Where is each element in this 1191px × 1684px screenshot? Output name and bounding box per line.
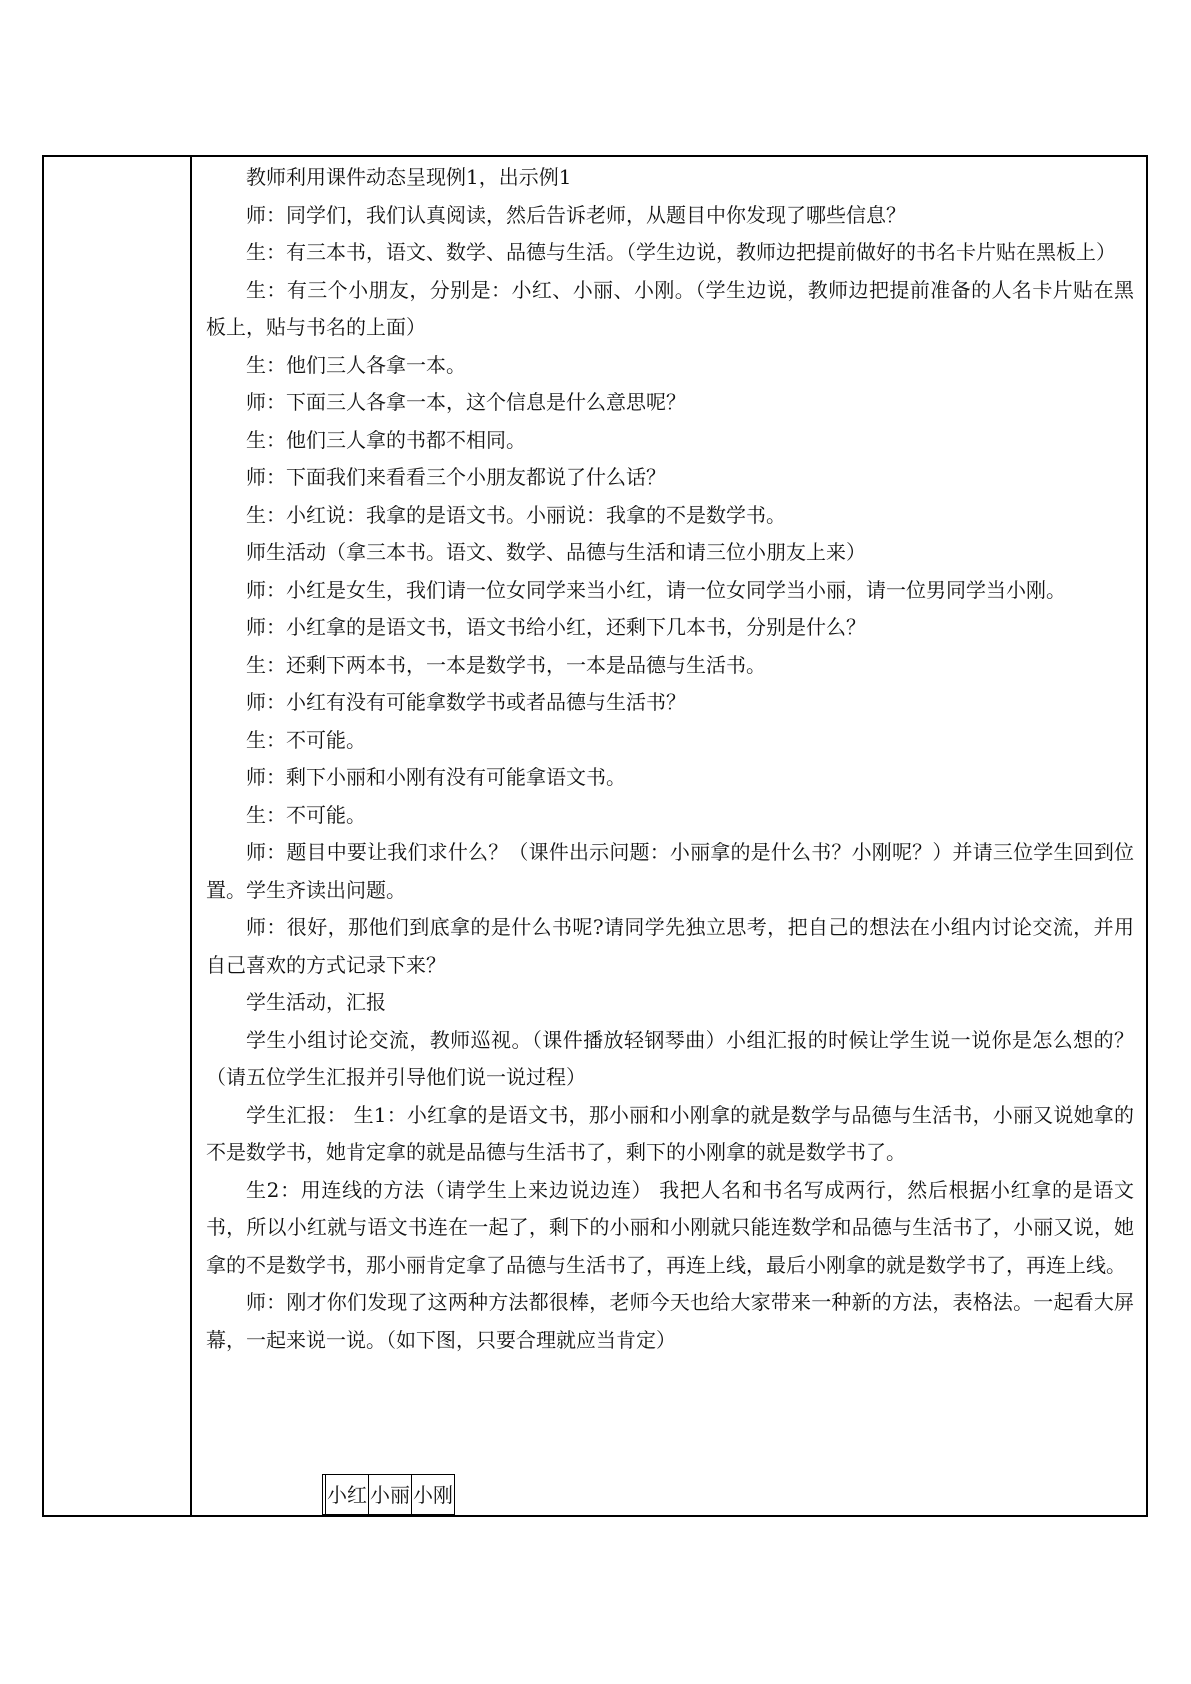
paragraph: 生：不可能。 [246, 727, 366, 752]
paragraph: 师：下面三人各拿一本，这个信息是什么意思呢？ [246, 390, 686, 414]
paragraph: 生：小红说：我拿的是语文书。小丽说：我拿的不是数学书。 [246, 502, 786, 527]
paragraph: 生：有三个小朋友，分别是：小红、小丽、小刚。（学生边说，教师边把提前准备的人名卡片贴在黑板上，贴与书名的上面） [206, 277, 1134, 339]
left-column-cell [44, 157, 192, 1515]
table-header-xiaoli: 小丽 [369, 1475, 412, 1515]
paragraph: 师：小红有没有可能拿数学书或者品德与生活书？ [246, 690, 686, 714]
paragraph: 学生小组讨论交流，教师巡视。（课件播放轻钢琴曲）小组汇报的时候让学生说一说你是怎么想的？（请五位学生汇报并引导他们说一说过程） [206, 1027, 1134, 1089]
paragraph: 生：不可能。 [246, 802, 366, 827]
paragraph: 师生活动（拿三本书。语文、数学、品德与生活和请三位小朋友上来） [246, 540, 866, 564]
table-header-row [323, 1475, 455, 1515]
paragraph: 师：同学们，我们认真阅读，然后告诉老师，从题目中你发现了哪些信息？ [246, 202, 906, 227]
paragraph: 学生活动，汇报 [246, 990, 386, 1014]
paragraph: 学生汇报： 生1：小红拿的是语文书，那小丽和小刚拿的就是数学与品德与生活书，小丽又说她拿的不是数学书，她肯定拿的就是品德与生活书了，剩下的小刚拿的就是数学书了。 [206, 1102, 1134, 1164]
paragraph: 生：还剩下两本书，一本是数学书，一本是品德与生活书。 [246, 652, 766, 677]
paragraph: 师：题目中要让我们求什么？（课件出示问题：小丽拿的是什么书？小刚呢？）并请三位学生回到位置。学生齐读出问题。 [206, 840, 1134, 902]
content-cell [192, 157, 1146, 1515]
paragraph: 生：他们三人拿的书都不相同。 [246, 427, 526, 452]
paragraph: 师：下面我们来看看三个小朋友都说了什么话？ [246, 465, 666, 489]
paragraph: 师：小红是女生，我们请一位女同学来当小红，请一位女同学当小丽，请一位男同学当小刚。 [246, 577, 1066, 602]
paragraph: 师：很好，那他们到底拿的是什么书呢?请同学先独立思考，把自己的想法在小组内讨论交流，并用自己喜欢的方式记录下来？ [206, 915, 1134, 977]
paragraph: 师：刚才你们发现了这两种方法都很棒，老师今天也给大家带来一种新的方法，表格法。一起看大屏幕，一起来说一说。（如下图，只要合理就应当肯定） [206, 1290, 1134, 1352]
table-header-xiaohong: 小红 [326, 1475, 369, 1515]
table-header-xiaogang: 小刚 [412, 1475, 455, 1515]
paragraph: 生2：用连线的方法（请学生上来边说边连） 我把人名和书名写成两行，然后根据小红拿的是语文书，所以小红就与语文书连在一起了，剩下的小丽和小刚就只能连数学和品德与生活书了，小丽又说，她拿的不是数学书，那小丽肯定拿了品德与生活书了，再连上线，最后小刚拿的就是数学书了，再连上线。 [206, 1177, 1134, 1277]
paragraph: 生：有三本书，语文、数学、品德与生活。（学生边说，教师边把提前做好的书名卡片贴在黑板上） [246, 240, 1116, 264]
document-table [42, 155, 1148, 1517]
paragraph: 师：小红拿的是语文书，语文书给小红，还剩下几本书，分别是什么？ [246, 615, 866, 639]
assignment-table [322, 1474, 455, 1515]
paragraph: 生：他们三人各拿一本。 [246, 352, 466, 377]
paragraph: 教师利用课件动态呈现例1，出示例1 [246, 165, 572, 189]
paragraph: 师：剩下小丽和小刚有没有可能拿语文书。 [246, 765, 626, 789]
